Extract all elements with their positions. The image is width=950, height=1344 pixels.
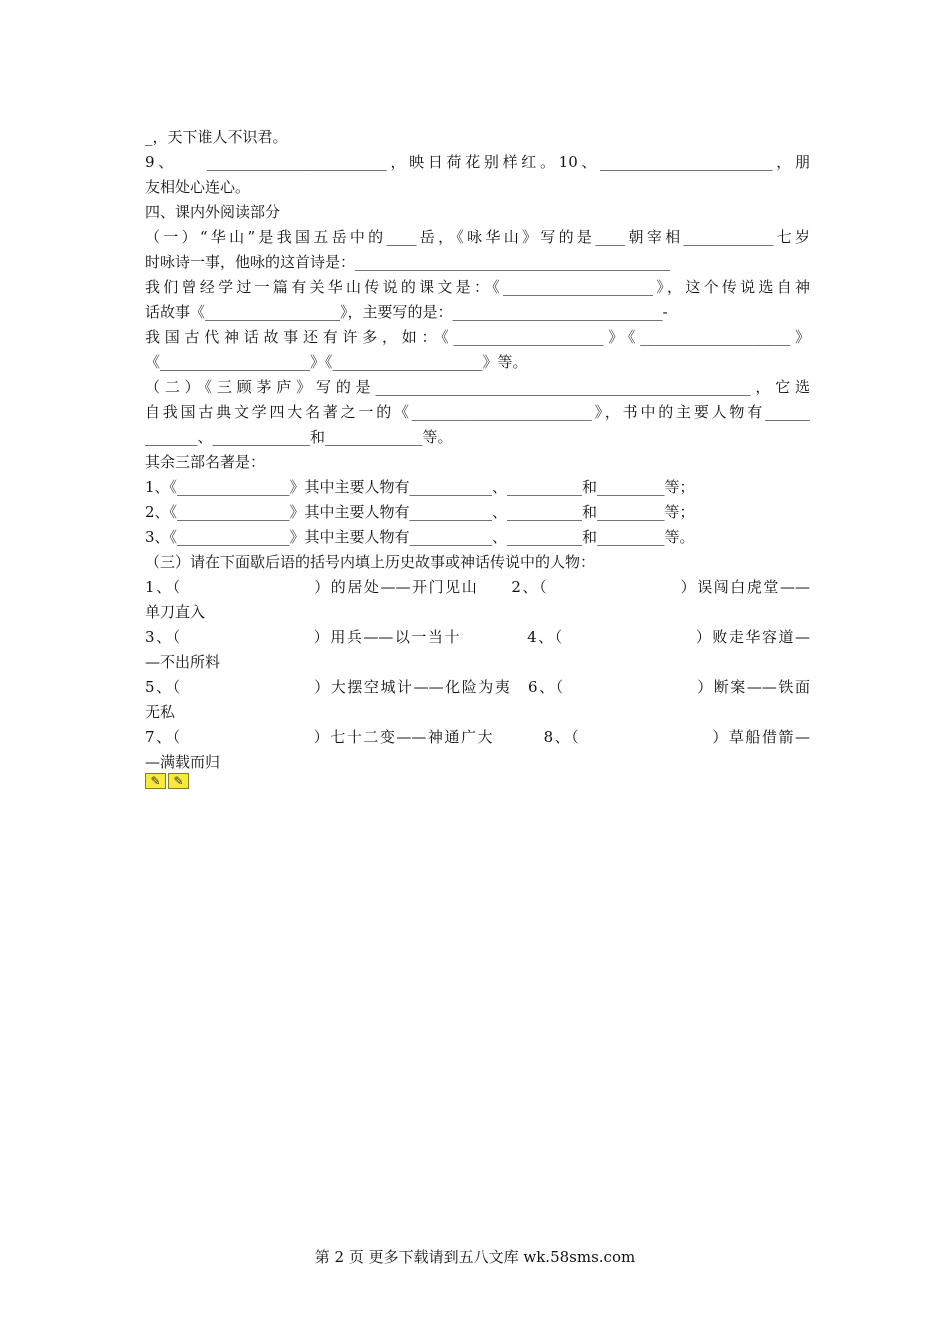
text-line-3: 友相处心连心。: [145, 178, 251, 196]
text-line-2: 9、 ________________________，映日荷花别样红。10、_______________________，朋: [145, 153, 810, 171]
text-line-26: —满载而归: [145, 753, 221, 771]
text-line-22: —不出所料: [145, 653, 221, 671]
text-line-20: 单刀直入: [145, 603, 206, 621]
page-footer: 第 2 页 更多下载请到五八文库 wk.58sms.com: [314, 1248, 636, 1266]
text-line-10: 《____________________》《____________________》等。: [145, 353, 528, 371]
text-line-24: 无私: [145, 703, 176, 721]
book-icons: [145, 773, 189, 789]
text-line-6: 时咏诗一事，他咏的这首诗是：__________________________________________: [145, 253, 671, 271]
book-icon[interactable]: ✎: [145, 773, 166, 789]
text-line-19: 1、（ ）的居处——开门见山 2、（ ）误闯白虎堂——: [145, 578, 810, 596]
text-line-25: 7、（ ）七十二变——神通广大 8、（ ）草船借箭—: [145, 728, 810, 746]
book-icon[interactable]: ✎: [168, 773, 189, 789]
text-line-1: _，天下谁人不识君。: [145, 128, 288, 146]
text-line-18: （三）请在下面歇后语的括号内填上历史故事或神话传说中的人物：: [145, 553, 596, 571]
text-line-9: 我国古代神话故事还有许多，如：《____________________》《____________________》: [145, 328, 810, 346]
text-line-23: 5、（ ）大摆空城计——化险为夷 6、（ ）断案——铁面: [145, 678, 810, 696]
text-line-17: 3、《_______________》其中主要人物有___________、__________和_________等。: [145, 528, 695, 546]
text-line-7: 我们曾经学过一篇有关华山传说的课文是：《____________________》，这个传说选自神: [145, 278, 810, 296]
text-line-14: 其余三部名著是：: [145, 453, 266, 471]
text-line-11: （二）《三顾茅庐》写的是__________________________________________________，它选: [145, 378, 810, 396]
text-line-8: 话故事《__________________》，主要写的是：____________________________-: [145, 303, 668, 321]
text-line-12: 自我国古典文学四大名著之一的《________________________》，书中的主要人物有______: [145, 403, 810, 421]
section-heading-reading: 四、课内外阅读部分: [145, 203, 281, 221]
text-line-21: 3、（ ）用兵——以一当十 4、（ ）败走华容道—: [145, 628, 810, 646]
text-line-13: _______、_____________和_____________等。: [145, 428, 453, 446]
text-line-5: （一）“华山”是我国五岳中的____岳，《咏华山》写的是____朝宰相____________七岁: [145, 228, 810, 246]
text-line-15: 1、《_______________》其中主要人物有___________、__________和_________等；: [145, 478, 695, 496]
text-line-16: 2、《_______________》其中主要人物有___________、__________和_________等；: [145, 503, 695, 521]
